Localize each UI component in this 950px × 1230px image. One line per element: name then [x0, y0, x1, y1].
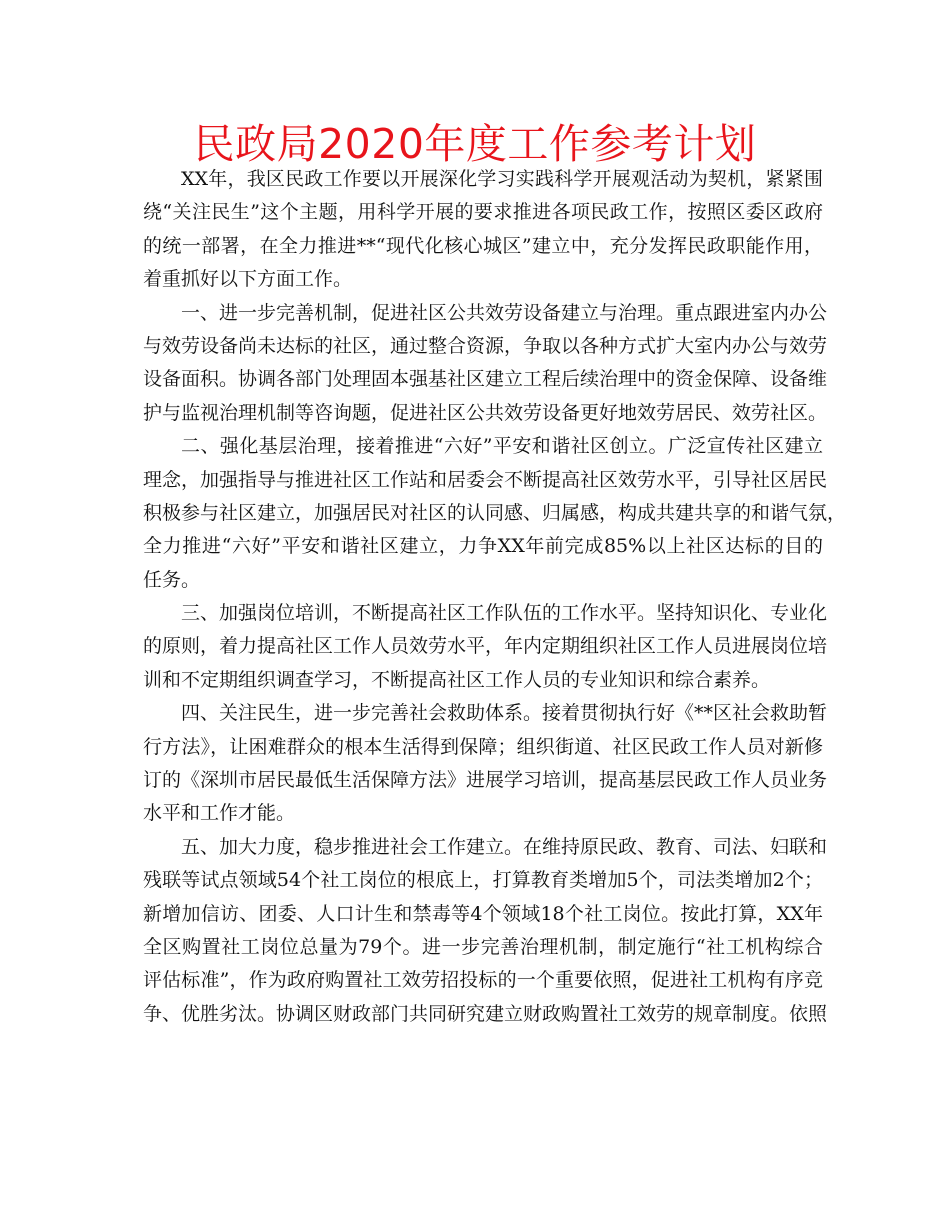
paragraph-item-5 — [143, 831, 828, 1031]
text-line: 任务。 — [143, 568, 201, 591]
text-line: 四、关注民生，进一步完善社会救助体系。接着贯彻执行好《**区社会救助暂 — [181, 702, 828, 725]
text-line: 绕“关注民生”这个主题，用科学开展的要求推进各项民政工作，按照区委区政府 — [143, 201, 823, 224]
text-line: 新增加信访、团委、人口计生和禁毒等4个领域18个社工岗位。按此打算，XX年 — [143, 902, 823, 925]
text-line: 评估标准”，作为政府购置社工效劳招投标的一个重要依照，促进社工机构有序竞 — [143, 969, 823, 992]
text-line: 积极参与社区建立，加强居民对社区的认同感、归属感，构成共建共享的和谐气氛， — [143, 501, 847, 524]
text-line: 五、加大力度，稳步推进社会工作建立。在维持原民政、教育、司法、妇联和 — [181, 835, 828, 858]
text-line: 水平和工作才能。 — [143, 802, 296, 825]
text-line: 行方法》，让困难群众的根本生活得到保障；组织街道、社区民政工作人员对新修 — [143, 735, 823, 758]
text-line: 残联等试点领域54个社工岗位的根底上，打算教育类增加5个，司法类增加2个； — [143, 869, 823, 892]
text-line: 三、加强岗位培训，不断提高社区工作队伍的工作水平。坚持知识化、专业化 — [181, 602, 828, 625]
document-title: 民政局2020年度工作参考计划 — [193, 120, 757, 168]
text-line: 与效劳设备尚未达标的社区，通过整合资源，争取以各种方式扩大室内办公与效劳 — [143, 334, 828, 357]
text-line: 订的《深圳市居民最低生活保障方法》进展学习培训，提高基层民政工作人员业务 — [143, 769, 828, 792]
text-line: 全区购置社工岗位总量为79个。进一步完善治理机制，制定施行“社工机构综合 — [143, 935, 823, 958]
text-line: 护与监视治理机制等咨询题，促进社区公共效劳设备更好地效劳居民、效劳社区。 — [143, 401, 828, 424]
text-line: 的统一部署，在全力推进**“现代化核心城区”建立中，充分发挥民政职能作用， — [143, 234, 823, 257]
paragraph-item-1 — [143, 297, 828, 431]
paragraph-item-2 — [143, 430, 847, 597]
text-line: 一、进一步完善机制，促进社区公共效劳设备建立与治理。重点跟进室内办公 — [181, 301, 828, 324]
text-line: XX年，我区民政工作要以开展深化学习实践科学开展观活动为契机，紧紧围 — [181, 168, 823, 190]
text-line: 二、强化基层治理，接着推进“六好”平安和谐社区创立。广泛宣传社区建立 — [181, 435, 823, 458]
paragraph-item-3 — [143, 597, 828, 697]
text-line: 设备面积。协调各部门处理固本强基社区建立工程后续治理中的资金保障、设备维 — [143, 368, 828, 391]
text-line: 理念，加强指导与推进社区工作站和居委会不断提高社区效劳水平，引导社区居民 — [143, 468, 828, 491]
text-line: 着重抓好以下方面工作。 — [143, 268, 353, 291]
text-line: 的原则，着力提高社区工作人员效劳水平，年内定期组织社区工作人员进展岗位培 — [143, 635, 828, 658]
text-line: 争、优胜劣汰。协调区财政部门共同研究建立财政购置社工效劳的规章制度。依照 — [143, 1002, 828, 1025]
document-body — [143, 163, 847, 1031]
text-line: 训和不定期组织调查学习，不断提高社区工作人员的专业知识和综合素养。 — [143, 668, 771, 691]
paragraph-intro — [143, 163, 823, 297]
paragraph-item-4 — [143, 697, 828, 831]
text-line: 全力推进“六好”平安和谐社区建立，力争XX年前完成85%以上社区达标的目的 — [143, 535, 823, 558]
